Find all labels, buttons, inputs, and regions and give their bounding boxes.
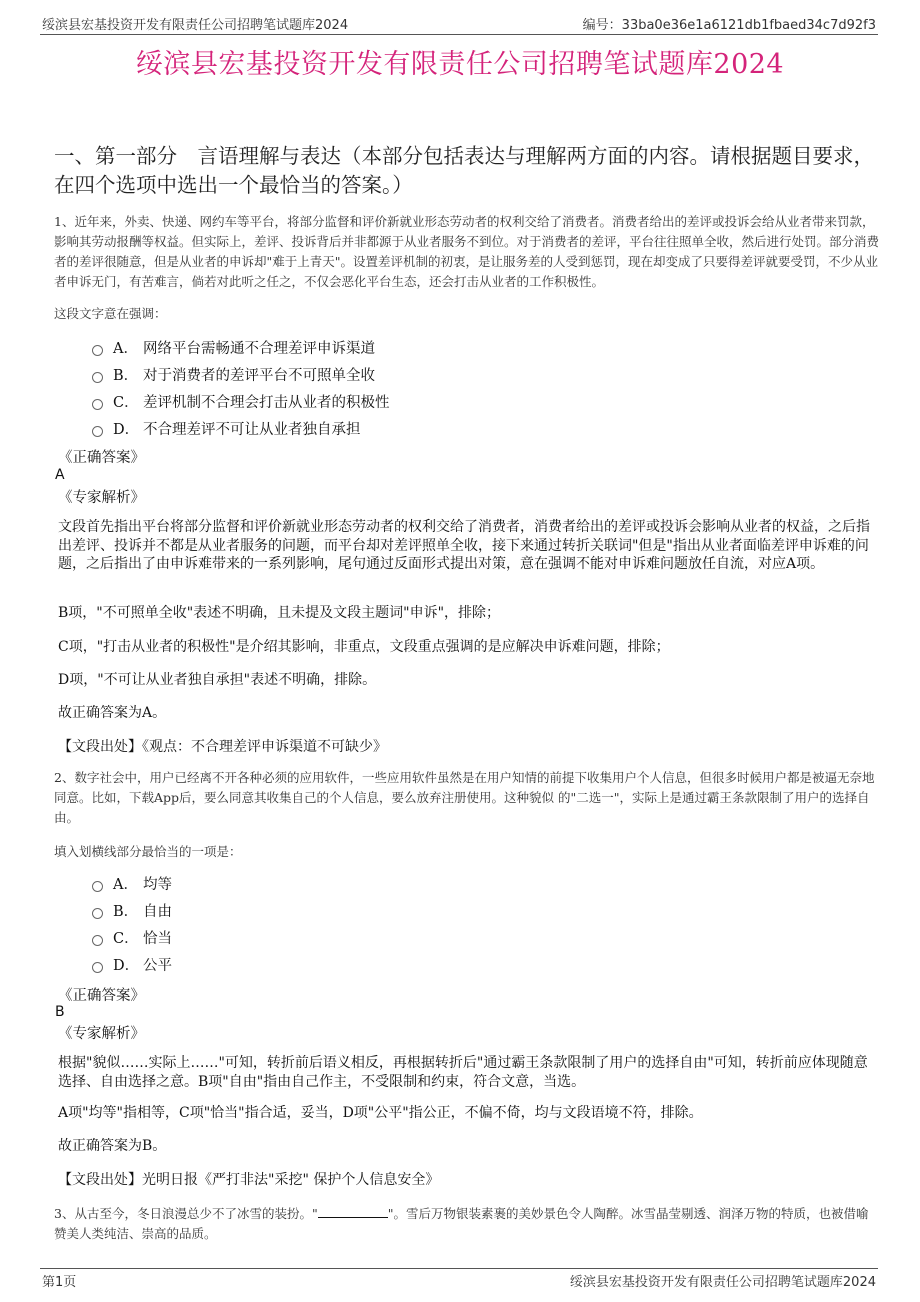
correct-answer-value: A (55, 467, 65, 483)
analysis-paragraph: C项，"打击从业者的积极性"是介绍其影响，非重点，文段重点强调的是应解决申诉难问题，排除； (58, 639, 670, 655)
source-note: 【文段出处】光明日报《严打非法"采挖" 保护个人信息安全》 (58, 1172, 440, 1188)
question-1-prompt: 这段文字意在强调： (54, 306, 167, 321)
correct-answer-label: 《正确答案》 (58, 450, 145, 466)
analysis-paragraph: 故正确答案为A。 (58, 705, 167, 721)
expert-analysis-label: 《专家解析》 (58, 490, 145, 506)
option-a[interactable]: A． 均等 (92, 870, 172, 897)
analysis-paragraph: B项，"不可照单全收"表述不明确，且未提及文段主题词"申诉"，排除； (58, 605, 501, 621)
running-footer (40, 1268, 878, 1290)
question-2-text: 2、数字社会中，用户已经离不开各种必须的应用软件，一些应用软件虽然是在用户知情的前提下收集用户个人信息，但很多时候用户都是被逼无奈地同意。比如，下载App后，要么同意其收集自己的个人信息，要么放弃注册使用。这种貌似 的"二选一"，实际上是通过霸王条款限制了用户的选择自由。 (54, 770, 875, 825)
document-title: 绥滨县宏基投资开发有限责任公司招聘笔试题库2024 (135, 49, 785, 80)
correct-answer-value: B (55, 1004, 65, 1020)
header-doc-number: 编号：33ba0e36e1a6121db1fbaed34c7d92f3 (582, 18, 876, 33)
correct-answer-label: 《正确答案》 (58, 988, 145, 1004)
radio-button[interactable] (92, 908, 103, 919)
option-c[interactable]: C． 差评机制不合理会打击从业者的积极性 (92, 388, 390, 415)
radio-button[interactable] (92, 962, 103, 973)
analysis-paragraph: D项，"不可让从业者独自承担"表述不明确，排除。 (58, 672, 377, 688)
option-c[interactable]: C． 恰当 (92, 924, 172, 951)
option-d[interactable]: D． 不合理差评不可让从业者独自承担 (92, 415, 390, 442)
fill-blank (318, 1205, 388, 1218)
radio-button[interactable] (92, 399, 103, 410)
source-note: 【文段出处】《观点：不合理差评申诉渠道不可缺少》 (58, 739, 387, 755)
analysis-paragraph: 故正确答案为B。 (58, 1138, 167, 1154)
radio-button[interactable] (92, 426, 103, 437)
running-header (40, 12, 878, 35)
expert-analysis-label: 《专家解析》 (58, 1026, 145, 1042)
question-3-text: 3、从古至今，冬日浪漫总少不了冰雪的装扮。" "。雪后万物银装素裹的美妙景色令人陶醉。冰雪晶莹剔透、润泽万物的特质，也被借喻赞美人类纯洁、崇高的品质。 (54, 1206, 869, 1241)
radio-button[interactable] (92, 935, 103, 946)
analysis-paragraph: 根据"貌似……实际上……"可知，转折前后语义相反，再根据转折后"通过霸王条款限制了用户的选择自由"可知，转折前应体现随意选择、自由选择之意。B项"自由"指由自己作主，不受限制和约束，符合文意，当选。 (58, 1055, 868, 1090)
radio-button[interactable] (92, 881, 103, 892)
option-d[interactable]: D． 公平 (92, 951, 172, 978)
radio-button[interactable] (92, 372, 103, 383)
question-2-options (92, 870, 172, 978)
analysis-paragraph: 文段首先指出平台将部分监督和评价新就业形态劳动者的权利交给了消费者，消费者给出的差评或投诉会影响从业者的权益，之后指出差评、投诉并不都是从业者服务的问题，而平台却对差评照单全收，接下来通过转折关联词"但是"指出从业者面临差评申诉难的问题，之后指出了由申诉难带来的一系列影响，尾句通过反面形式提出对策，意在强调不能对申诉难问题放任自流，对应A项。 (58, 519, 870, 572)
option-b[interactable]: B． 对于消费者的差评平台不可照单全收 (92, 361, 390, 388)
analysis-paragraph: A项"均等"指相等，C项"恰当"指合适，妥当，D项"公平"指公正，不偏不倚，均与文段语境不符，排除。 (58, 1105, 703, 1121)
question-1-text: 1、近年来，外卖、快递、网约车等平台，将部分监督和评价新就业形态劳动者的权利交给了消费者。消费者给出的差评或投诉会给从业者带来罚款，影响其劳动报酬等权益。但实际上，差评、投诉背后并非都源于从业者服务不到位。对于消费者的差评，平台往往照单全收，然后进行处罚。部分消费者的差评很随意，但是从业者的申诉却"难于上青天"。设置差评机制的初衷，是让服务差的人受到惩罚，现在却变成了只要得差评就要受罚，不少从业者申诉无门，有苦难言，倘若对此听之任之，不仅会恶化平台生态，还会打击从业者的工作积极性。 (54, 214, 880, 289)
question-1-options (92, 334, 390, 442)
option-b[interactable]: B． 自由 (92, 897, 172, 924)
section-heading: 一、第一部分 言语理解与表达（本部分包括表达与理解两方面的内容。请根据题目要求，在四个选项中选出一个最恰当的答案。） (54, 144, 874, 197)
header-doc-name: 绥滨县宏基投资开发有限责任公司招聘笔试题库2024 (42, 18, 349, 33)
option-a[interactable]: A． 网络平台需畅通不合理差评申诉渠道 (92, 334, 390, 361)
footer-doc-name: 绥滨县宏基投资开发有限责任公司招聘笔试题库2024 (569, 1275, 876, 1290)
radio-button[interactable] (92, 345, 103, 356)
page-number: 第1页 (42, 1275, 77, 1290)
question-2-prompt: 填入划横线部分最恰当的一项是： (54, 844, 242, 859)
